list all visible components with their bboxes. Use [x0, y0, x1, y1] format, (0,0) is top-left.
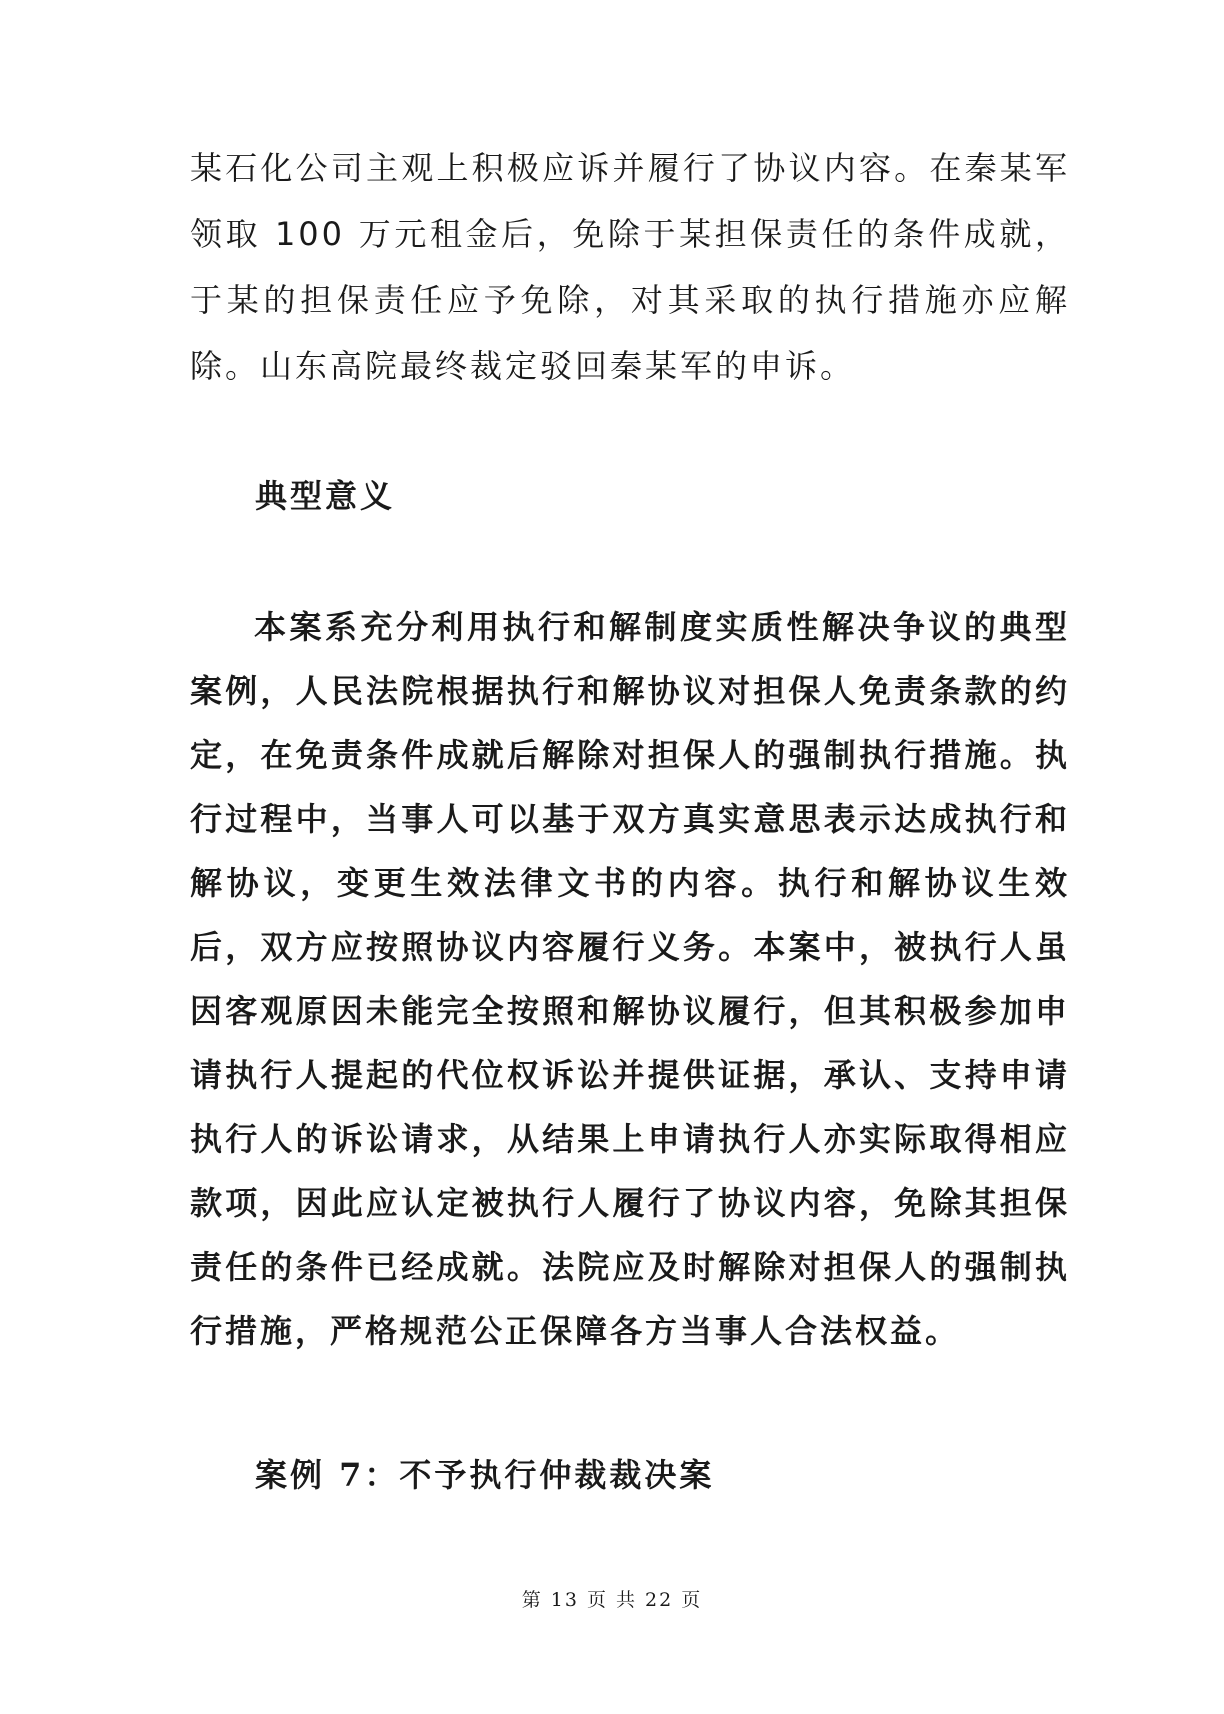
section-heading-typical-significance: 典型意义	[255, 477, 396, 515]
significance-paragraph: 本案系充分利用执行和解制度实质性解决争议的典型案例，人民法院根据执行和解协议对担保人免责条款的约定，在免责条件成就后解除对担保人的强制执行措施。执行过程中，当事人可以基于双方真实意思表示达成执行和解协议，变更生效法律文书的内容。执行和解协议生效后，双方应按照协议内容履行义务。本案中，被执行人虽因客观原因未能完全按照和解协议履行，但其积极参加申请执行人提起的代位权诉讼并提供证据，承认、支持申请执行人的诉讼请求，从结果上申请执行人亦实际取得相应款项，因此应认定被执行人履行了协议内容，免除其担保责任的条件已经成就。法院应及时解除对担保人的强制执行措施，严格规范公正保障各方当事人合法权益。	[190, 608, 1070, 1350]
case-heading: 案例 7：不予执行仲裁裁决案	[255, 1456, 715, 1494]
body-paragraph: 某石化公司主观上积极应诉并履行了协议内容。在秦某军领取 100 万元租金后，免除于某担保责任的条件成就，于某的担保责任应予免除，对其采取的执行措施亦应解除。山东高院最终裁定驳回秦某军的申诉。	[190, 149, 1070, 385]
page-number-footer: 第 13 页 共 22 页	[521, 1589, 703, 1611]
